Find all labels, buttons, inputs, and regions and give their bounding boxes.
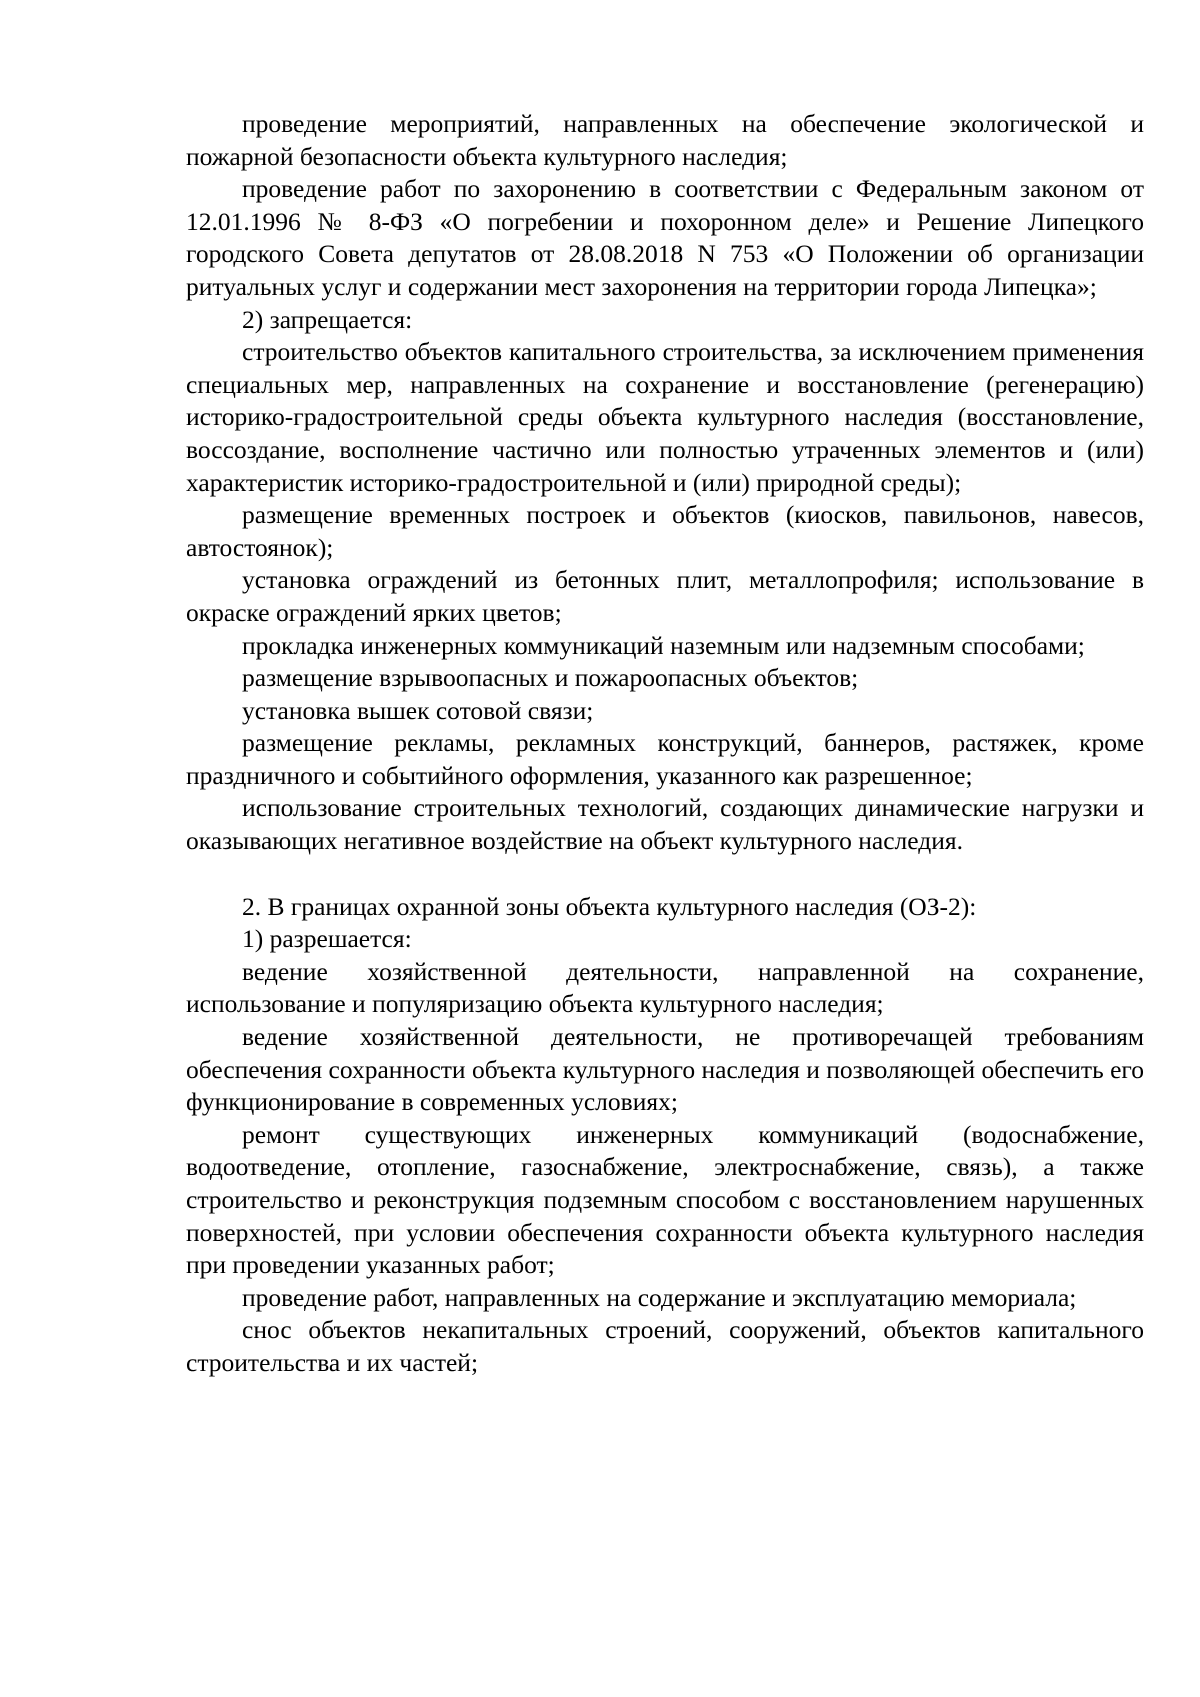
document-page bbox=[186, 108, 1144, 1380]
paragraph-temporary-buildings: размещение временных построек и объектов (киосков, павильонов, навесов, автостоянок); bbox=[186, 500, 1144, 562]
section-gap bbox=[186, 858, 1144, 891]
paragraph-prohibited-heading: 2) запрещается: bbox=[242, 304, 413, 334]
paragraph-non-contradicting-activity: ведение хозяйственной деятельности, не противоречащей требованиям обеспечения сохранности объекта культурного наследия и позволяющей обеспечить его функционирование в современных условиях; bbox=[186, 1022, 1144, 1117]
paragraph-utilities-laying: прокладка инженерных коммуникаций наземным или надземным способами; bbox=[242, 630, 1085, 660]
paragraph-dynamic-loads: использование строительных технологий, создающих динамические нагрузки и оказывающих негативное воздействие на объект культурного наследия. bbox=[186, 793, 1144, 856]
paragraph-capital-construction: строительство объектов капитального строительства, за исключением применения специальных мер, направленных на сохранение и восстановление (регенерацию) историко-градостроительной среды объекта культурного наследия (восстановление, воссоздание, восполнение частично или полностью утраченных элементов и (или) характеристик историко-градостроительной и (или) природной среды); bbox=[186, 337, 1144, 497]
section-heading-oz2: 2. В границах охранной зоны объекта культурного наследия (ОЗ-2): bbox=[242, 891, 977, 921]
paragraph-fences: установка ограждений из бетонных плит, металлопрофиля; использование в окраске ограждений ярких цветов; bbox=[186, 565, 1144, 627]
paragraph-explosive-objects: размещение взрывоопасных и пожароопасных объектов; bbox=[242, 663, 859, 693]
paragraph-economic-activity: ведение хозяйственной деятельности, направленной на сохранение, использование и популяризацию объекта культурного наследия; bbox=[186, 956, 1144, 1019]
paragraph-cell-towers: установка вышек сотовой связи; bbox=[242, 695, 594, 725]
paragraph-ecological-fire-safety: проведение мероприятий, направленных на обеспечение экологической и пожарной безопасности объекта культурного наследия; bbox=[186, 109, 1144, 171]
paragraph-demolition: снос объектов некапитальных строений, сооружений, объектов капитального строительства и их частей; bbox=[186, 1315, 1144, 1377]
paragraph-advertising: размещение рекламы, рекламных конструкций, баннеров, растяжек, кроме праздничного и событийного оформления, указанного как разрешенное; bbox=[186, 728, 1144, 790]
paragraph-memorial-maintenance: проведение работ, направленных на содержание и эксплуатацию мемориала; bbox=[242, 1282, 1077, 1312]
paragraph-allowed-heading: 1) разрешается: bbox=[242, 924, 412, 954]
paragraph-burial-works: проведение работ по захоронению в соответствии с Федеральным законом от 12.01.1996 № 8-ФЗ «О погребении и похоронном деле» и Решение Липецкого городского Совета депутатов от 28.08.2018 N 753 «О Положении об организации ритуальных услуг и содержании мест захоронения на территории города Липецка»; bbox=[186, 174, 1144, 301]
paragraph-utilities-repair: ремонт существующих инженерных коммуникаций (водоснабжение, водоотведение, отопление, газоснабжение, электроснабжение, связь), а также строительство и реконструкция подземным способом с восстановлением нарушенных поверхностей, при условии обеспечения сохранности объекта культурного наследия при проведении указанных работ; bbox=[186, 1119, 1144, 1280]
